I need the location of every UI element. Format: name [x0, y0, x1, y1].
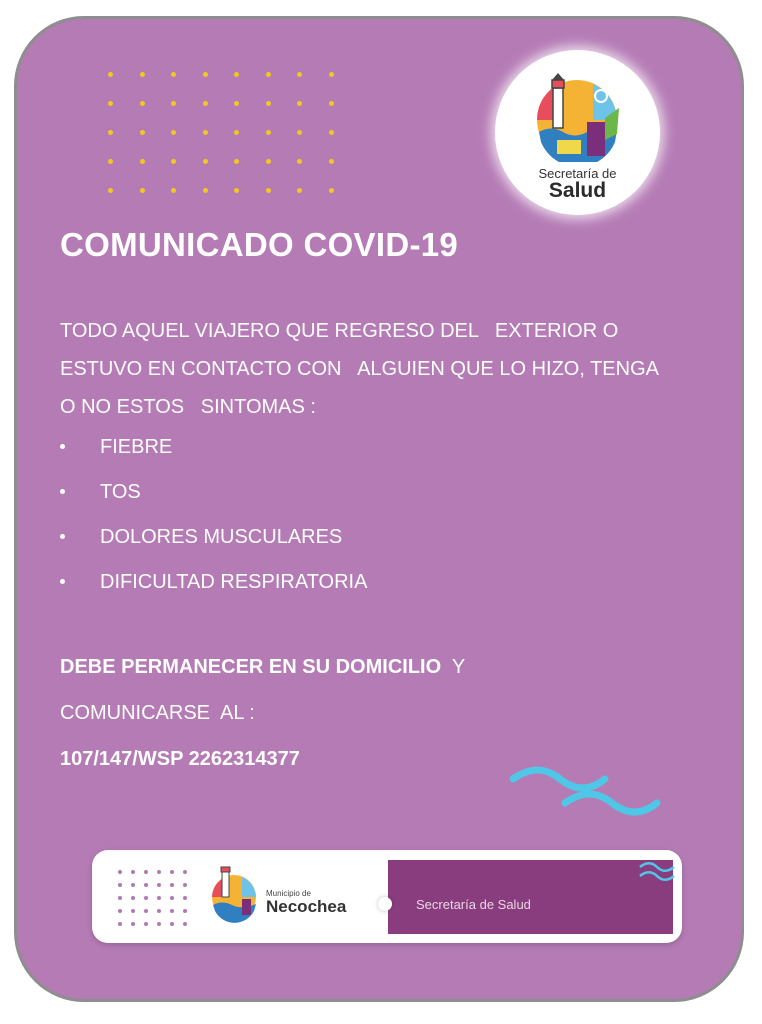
- dot: [170, 883, 174, 887]
- footer-city-label: Necochea: [266, 897, 347, 916]
- dot: [144, 909, 148, 913]
- dot: [144, 870, 148, 874]
- dot: [131, 922, 135, 926]
- dot: [140, 159, 145, 164]
- bullet-icon: [60, 534, 65, 539]
- dot: [157, 909, 161, 913]
- dot: [266, 72, 271, 77]
- instruction-bold: DEBE PERMANECER EN SU DOMICILIO: [60, 656, 442, 678]
- dot: [297, 101, 302, 106]
- symptom-item: [60, 518, 367, 563]
- symptom-item: [60, 563, 367, 608]
- lighthouse-logo-icon: [531, 70, 623, 162]
- footer-dots: [118, 870, 188, 926]
- dot: [234, 188, 239, 193]
- dot: [108, 188, 113, 193]
- footer-dot: [378, 897, 392, 911]
- symptom-list: [60, 428, 367, 608]
- dot: [329, 159, 334, 164]
- dot: [118, 870, 122, 874]
- dot: [203, 159, 208, 164]
- dot: [170, 909, 174, 913]
- dot: [118, 909, 122, 913]
- dot: [329, 130, 334, 135]
- necochea-logo-icon: [208, 865, 260, 923]
- dot: [108, 159, 113, 164]
- dot: [144, 896, 148, 900]
- symptom-item: [60, 473, 367, 518]
- footer-waves-icon: [637, 860, 677, 882]
- logo-salud-label: Salud: [548, 179, 607, 202]
- dot: [171, 188, 176, 193]
- dot: [140, 188, 145, 193]
- dot: [131, 896, 135, 900]
- dot: [183, 870, 187, 874]
- dot: [157, 870, 161, 874]
- dot: [266, 130, 271, 135]
- dot: [171, 130, 176, 135]
- dot: [144, 922, 148, 926]
- symptom-label: TOS: [100, 481, 141, 503]
- dot: [203, 72, 208, 77]
- dot: [297, 188, 302, 193]
- footer-secretaria-label: Secretaría de Salud: [416, 897, 531, 912]
- dot: [140, 72, 145, 77]
- symptom-item: [60, 428, 367, 473]
- dot: [170, 870, 174, 874]
- dot: [297, 159, 302, 164]
- bullet-icon: [60, 579, 65, 584]
- dot: [144, 883, 148, 887]
- dot: [234, 130, 239, 135]
- dot: [170, 922, 174, 926]
- dot: [157, 883, 161, 887]
- intro-paragraph: TODO AQUEL VIAJERO QUE REGRESO DEL EXTERIOR O ESTUVO EN CONTACTO CON ALGUIEN QUE LO HIZO, TENGA O NO ESTOS SINTOMAS :: [60, 320, 659, 418]
- dot: [266, 188, 271, 193]
- dot: [183, 922, 187, 926]
- dot: [203, 188, 208, 193]
- phone-numbers: 107/147/WSP 2262314377: [60, 748, 300, 770]
- dot: [118, 922, 122, 926]
- dot: [108, 130, 113, 135]
- dot: [131, 909, 135, 913]
- symptom-label: DOLORES MUSCULARES: [100, 526, 343, 548]
- waves-icon: [505, 765, 665, 825]
- bullet-icon: [60, 489, 65, 494]
- dot: [108, 101, 113, 106]
- dot: [329, 72, 334, 77]
- dot: [171, 101, 176, 106]
- dot: [118, 896, 122, 900]
- dot: [183, 896, 187, 900]
- dot: [266, 159, 271, 164]
- dot: [131, 870, 135, 874]
- dot: [140, 130, 145, 135]
- dot: [118, 883, 122, 887]
- page-title: COMUNICADO COVID-19: [60, 226, 459, 263]
- dot: [203, 130, 208, 135]
- bullet-icon: [60, 444, 65, 449]
- dot: [140, 101, 145, 106]
- dot: [108, 72, 113, 77]
- dot: [157, 896, 161, 900]
- dot: [329, 188, 334, 193]
- dot: [234, 72, 239, 77]
- dot: [183, 883, 187, 887]
- dot: [183, 909, 187, 913]
- symptom-label: DIFICULTAD RESPIRATORIA: [100, 571, 368, 593]
- decorative-dots: [108, 72, 338, 197]
- dot: [329, 101, 334, 106]
- dot: [171, 72, 176, 77]
- instruction-text: [60, 656, 465, 679]
- dot: [234, 101, 239, 106]
- dot: [297, 72, 302, 77]
- dot: [234, 159, 239, 164]
- contact-label: COMUNICARSE AL :: [60, 702, 255, 724]
- dot: [131, 883, 135, 887]
- dot: [157, 922, 161, 926]
- symptom-label: FIEBRE: [100, 436, 173, 458]
- dot: [203, 101, 208, 106]
- instruction-rest: Y: [441, 656, 466, 678]
- logo-secretaria-label: Secretaría de: [538, 166, 617, 181]
- dot: [266, 101, 271, 106]
- dot: [297, 130, 302, 135]
- dot: [170, 896, 174, 900]
- footer-municipio-label: Municipio de: [266, 889, 311, 898]
- dot: [171, 159, 176, 164]
